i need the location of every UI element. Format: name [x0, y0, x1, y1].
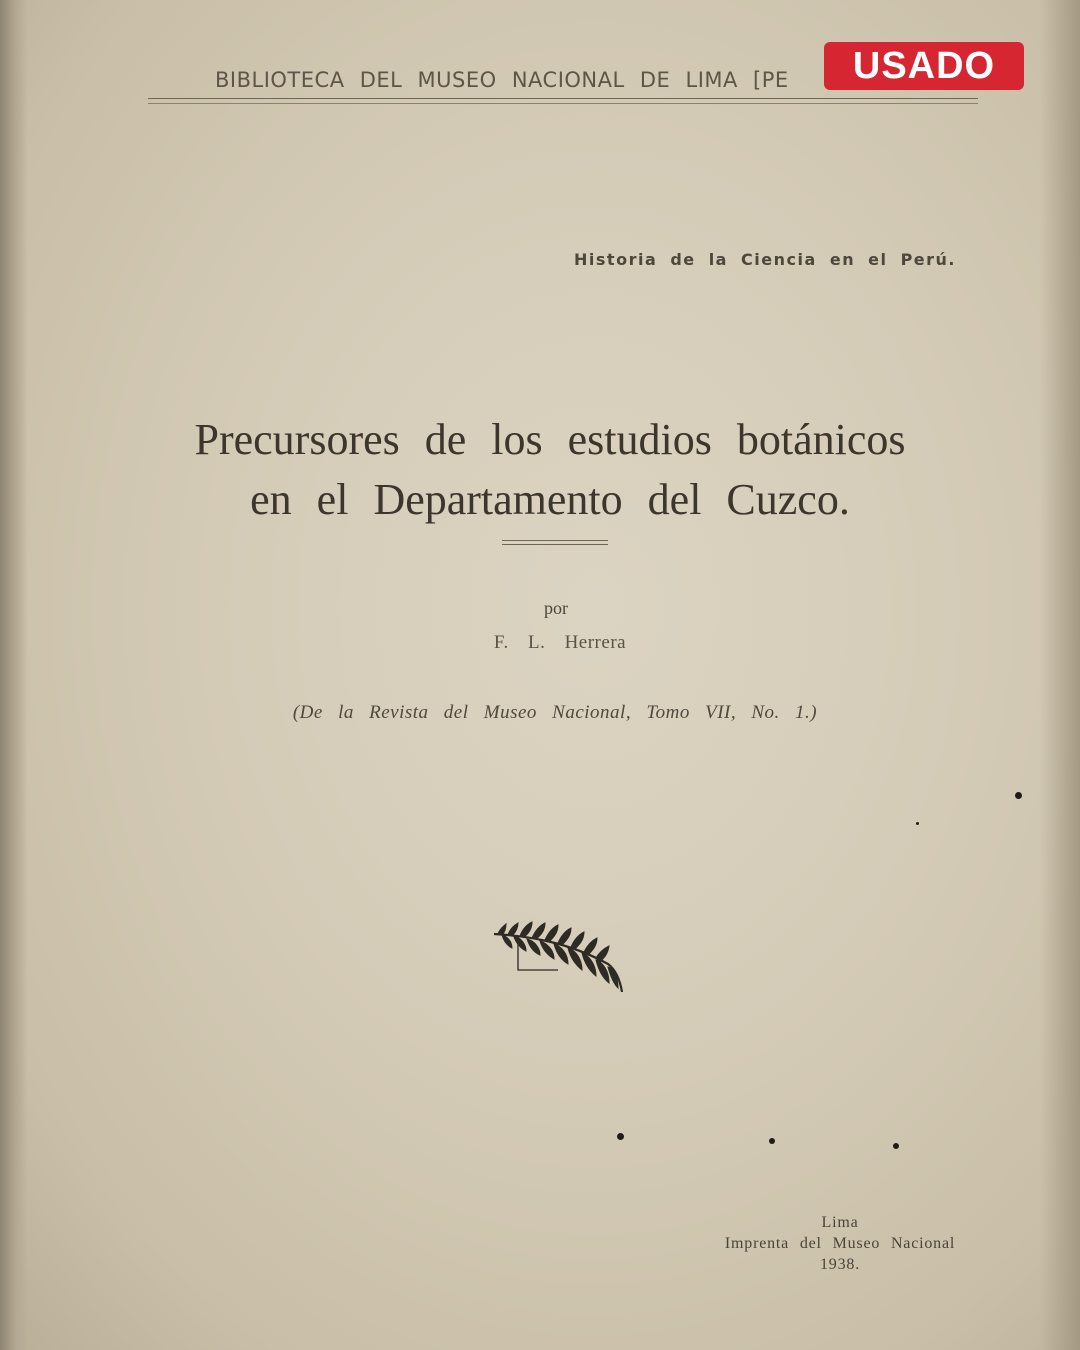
- book-title-line-2: en el Departamento del Cuzco.: [250, 475, 850, 524]
- paper-speck: [893, 1143, 899, 1149]
- paper-speck: [916, 822, 919, 825]
- book-title-line-1: Precursores de los estudios botánicos: [194, 415, 906, 464]
- fern-icon: [488, 920, 630, 1000]
- spine-edge: [0, 0, 28, 1350]
- paper-speck: [617, 1133, 624, 1140]
- paper-speck: [769, 1138, 775, 1144]
- title-divider: [502, 540, 608, 541]
- author-name: F. L. Herrera: [493, 632, 627, 653]
- header-rule: [148, 98, 978, 99]
- right-page-edge: [1040, 0, 1080, 1350]
- collection-title: Historia de la Ciencia en el Perú.: [574, 250, 956, 269]
- byline-por: por: [544, 598, 568, 618]
- header-rule-double: [148, 103, 978, 104]
- imprint-city: Lima: [821, 1214, 859, 1231]
- series-header: BIBLIOTECA DEL MUSEO NACIONAL DE LIMA [PE: [215, 68, 789, 92]
- condition-badge: USADO: [824, 42, 1024, 90]
- paper-speck: [1015, 792, 1022, 799]
- imprint-printer: Imprenta del Museo Nacional: [724, 1235, 956, 1252]
- title-divider-double: [502, 544, 608, 545]
- imprint-year: 1938.: [820, 1256, 860, 1273]
- source-note: (De la Revista del Museo Nacional, Tomo VII, No. 1.): [292, 702, 818, 723]
